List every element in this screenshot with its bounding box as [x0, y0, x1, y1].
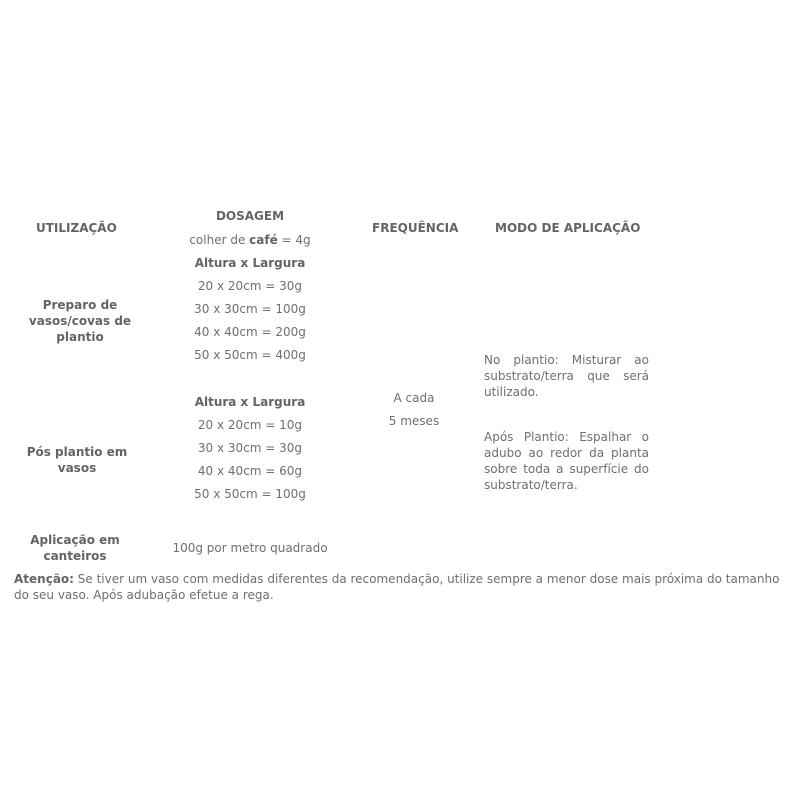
row1-dose-4: 50 x 50cm = 400g [194, 348, 306, 362]
header-frequencia: FREQUÊNCIA [372, 221, 459, 235]
header-modo-aplicacao: MODO DE APLICAÇÃO [495, 221, 641, 235]
row1-dose-2: 30 x 30cm = 100g [194, 302, 306, 316]
row3-utilizacao-line2: canteiros [43, 549, 107, 563]
atencao-text: Se tiver um vaso com medidas diferentes da recomendação, utilize sempre a menor dose mais próxima do tamanho do seu vaso. Após adubação efetue a rega. [14, 572, 780, 602]
modo-apos-plantio: Após Plantio: Espalhar o adubo ao redor da planta sobre toda a superfície do substrato/terra. [484, 430, 649, 492]
header-utilizacao: UTILIZAÇÃO [36, 221, 117, 235]
atencao-note [14, 571, 794, 603]
row2-dose-1: 20 x 20cm = 10g [197, 418, 303, 432]
row2-dose-3: 40 x 40cm = 60g [197, 464, 303, 478]
dosagem-note-suffix: = 4g [277, 233, 311, 247]
header-dosagem: DOSAGEM [215, 209, 285, 223]
row1-dose-3: 40 x 40cm = 200g [194, 325, 306, 339]
row2-dose-4: 50 x 50cm = 100g [194, 487, 306, 501]
atencao-label: Atenção: [14, 572, 74, 586]
dosagem-note-prefix: colher de [189, 233, 250, 247]
row1-utilizacao-line1: Preparo de [42, 298, 118, 312]
row1-utilizacao-line3: plantio [56, 330, 104, 344]
modo-no-plantio: No plantio: Misturar ao substrato/terra que será utilizado. [484, 353, 649, 399]
row2-utilizacao-line2: vasos [57, 461, 97, 475]
row2-subheader: Altura x Largura [194, 395, 306, 409]
row2-utilizacao-line1: Pós plantio em [26, 445, 128, 459]
frequencia-line2: 5 meses [388, 414, 440, 428]
row1-subheader: Altura x Largura [194, 256, 306, 270]
dosagem-note [170, 232, 330, 248]
row1-utilizacao-line2: vasos/covas de [28, 314, 132, 328]
row2-dose-2: 30 x 30cm = 30g [197, 441, 303, 455]
frequencia-line1: A cada [393, 391, 435, 405]
dosagem-note-bold: café [249, 233, 278, 247]
row3-utilizacao-line1: Aplicação em [30, 533, 120, 547]
row1-dose-1: 20 x 20cm = 30g [197, 279, 303, 293]
row3-dose: 100g por metro quadrado [172, 541, 328, 555]
